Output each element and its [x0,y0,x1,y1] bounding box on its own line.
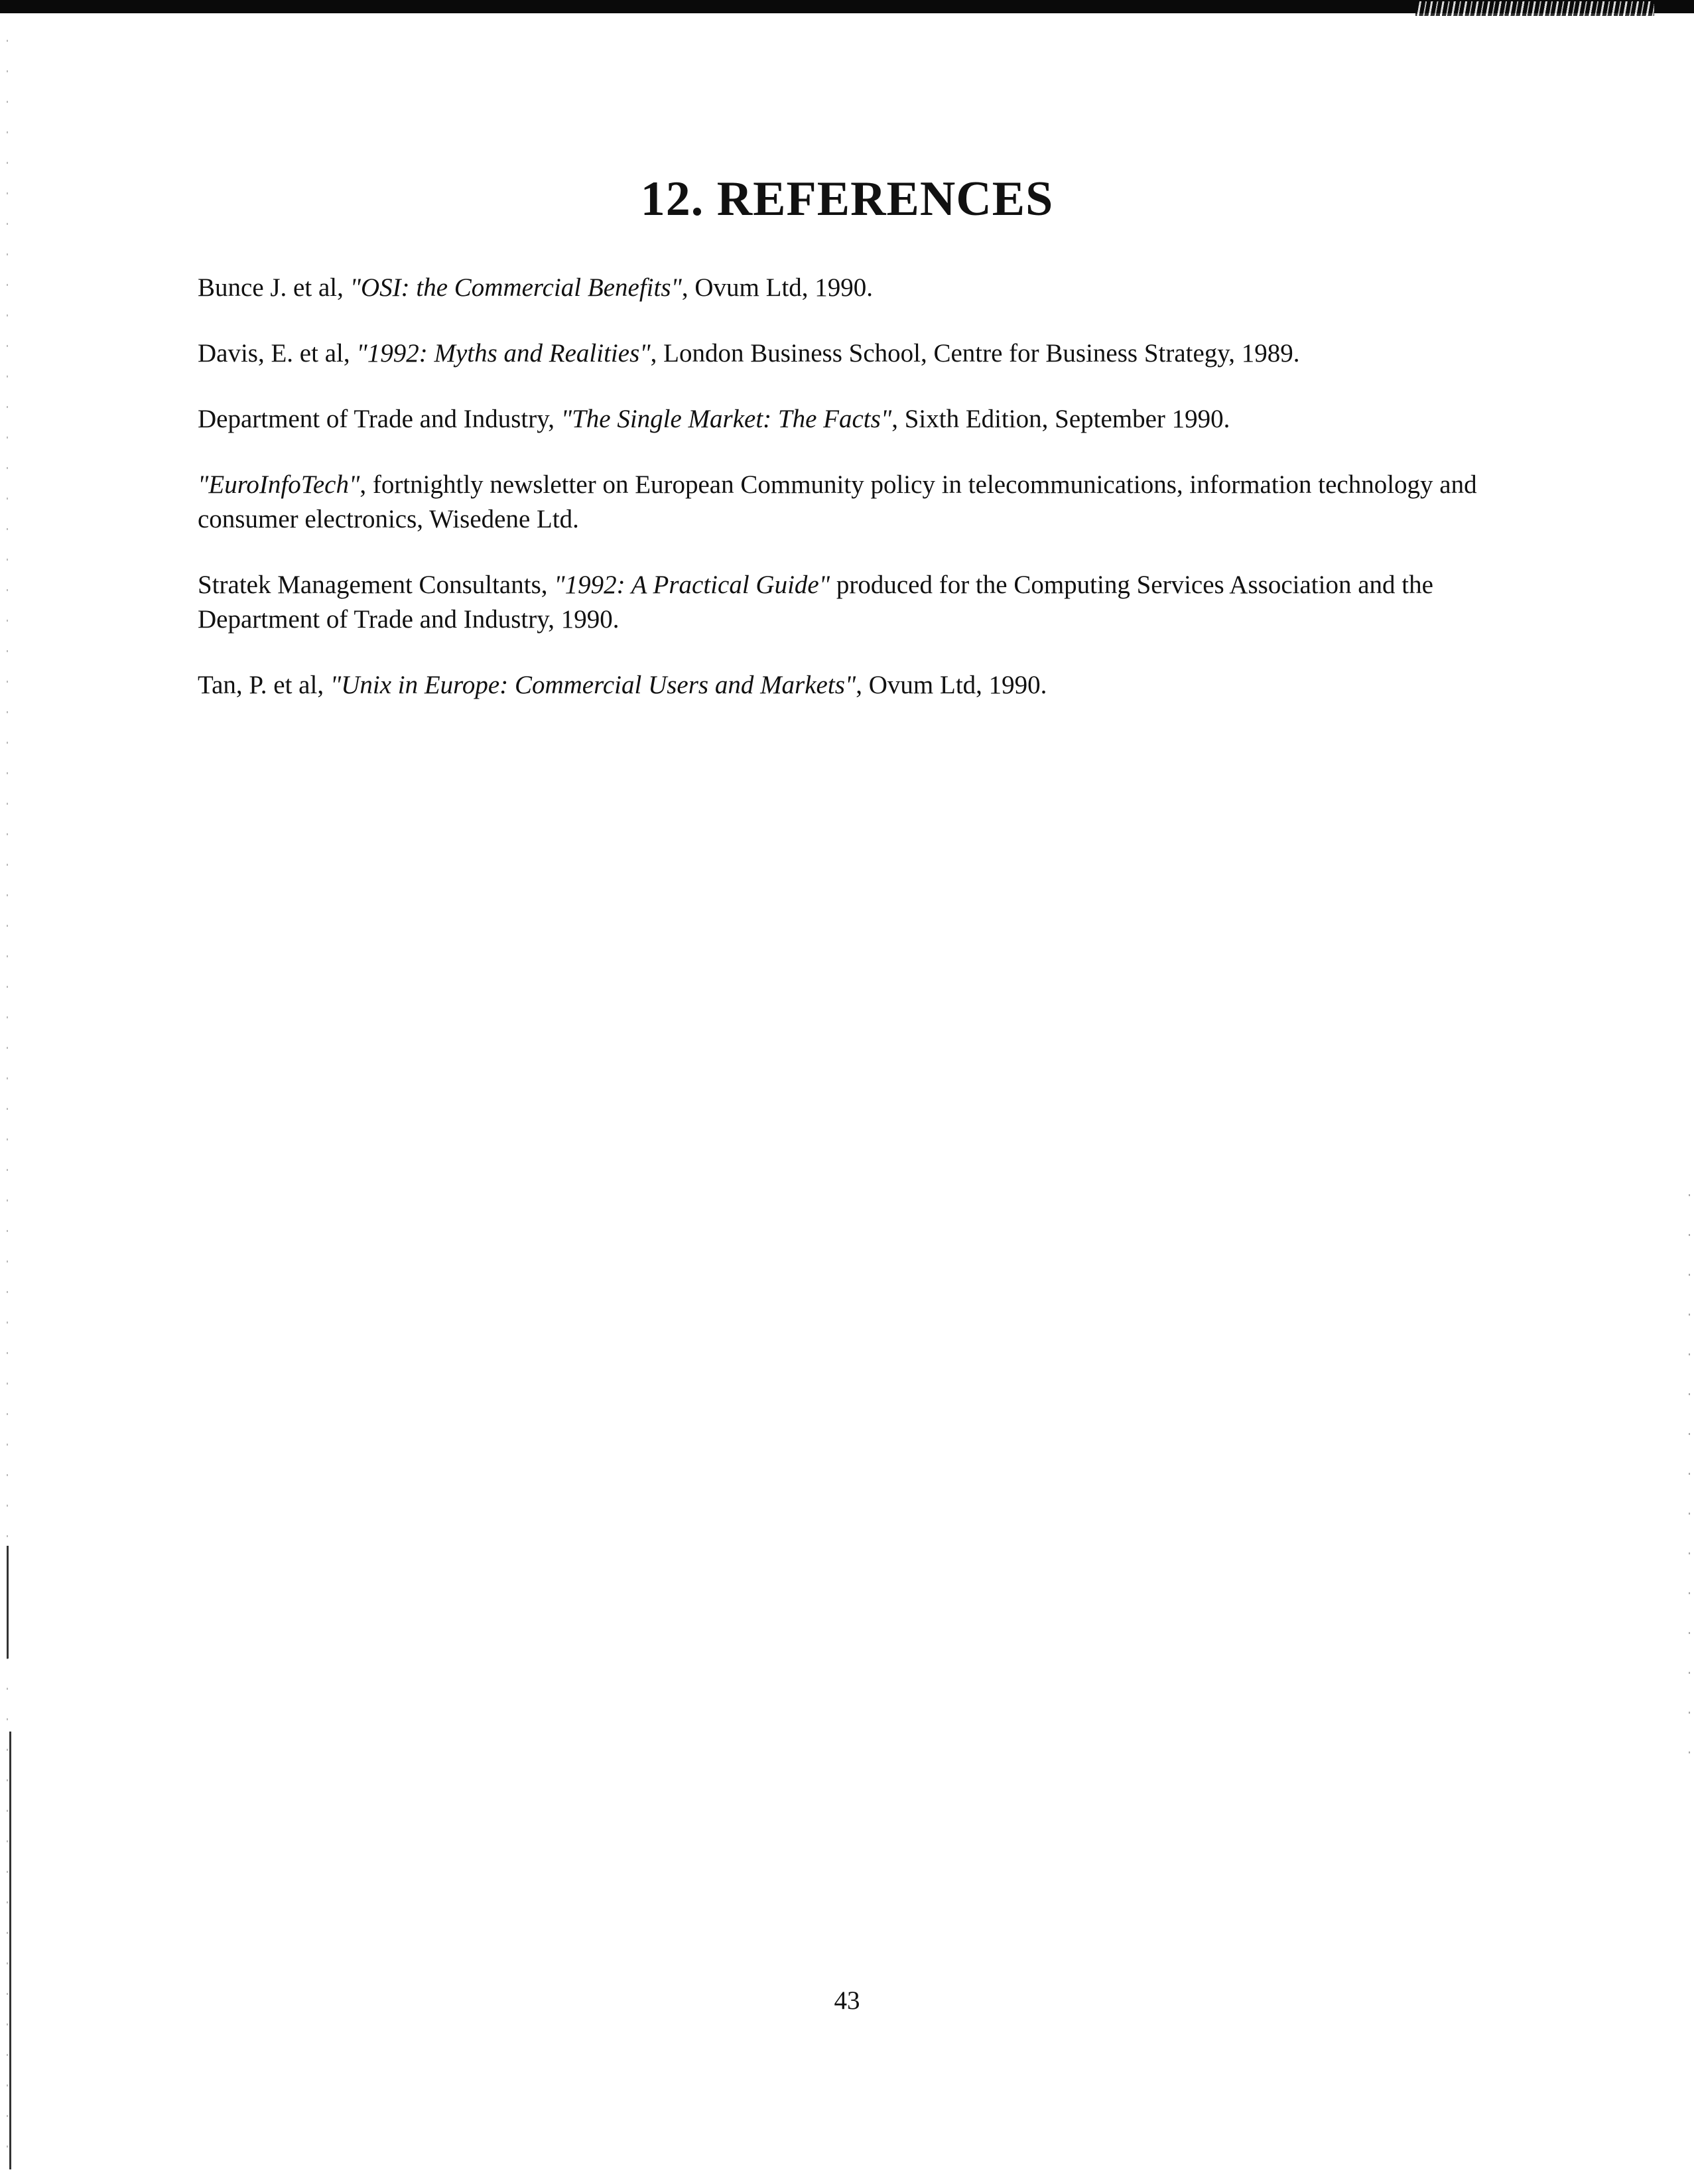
page-number: 43 [834,1986,860,2015]
reference-title: "The Single Market: The Facts" [560,405,892,433]
scan-right-margin-marks [1689,1194,1690,1791]
reference-item [198,468,1498,537]
scan-top-border [0,0,1694,13]
reference-title: "1992: Myths and Realities" [356,339,651,368]
reference-author: Davis, E. et al, [198,339,357,368]
reference-list [198,271,1498,734]
reference-author: Stratek Management Consultants, [198,571,554,599]
reference-title: "EuroInfoTech" [198,470,360,499]
reference-item [198,336,1498,371]
reference-details: , Ovum Ltd, 1990. [681,273,874,302]
scan-left-margin-line [9,1732,11,2169]
reference-author: Bunce J. et al, [198,273,350,302]
page-title: 12. REFERENCES [640,172,1054,226]
reference-details: produced for the Computing Services Association and the Department of Trade and Industry, 1990. [198,571,1433,634]
reference-author: Tan, P. et al, [198,671,330,699]
reference-author: Department of Trade and Industry, [198,405,561,433]
reference-item [198,668,1498,703]
reference-item [198,271,1498,305]
reference-details: , Sixth Edition, September 1990. [891,405,1230,433]
reference-title: "Unix in Europe: Commercial Users and Markets" [330,671,856,699]
scan-left-margin-line [7,1546,9,1659]
reference-details: , Ovum Ltd, 1990. [856,671,1047,699]
reference-item [198,568,1498,637]
reference-title: "OSI: the Commercial Benefits" [350,273,682,302]
reference-title: "1992: A Practical Guide" [554,571,830,599]
reference-details: , London Business School, Centre for Business Strategy, 1989. [650,339,1300,368]
reference-item [198,402,1498,437]
reference-details: , fortnightly newsletter on European Community policy in telecommunications, information technology and consumer electronics, Wisedene Ltd. [198,470,1477,533]
scan-left-margin-marks [7,40,8,2163]
scan-speckle [1415,1,1654,16]
